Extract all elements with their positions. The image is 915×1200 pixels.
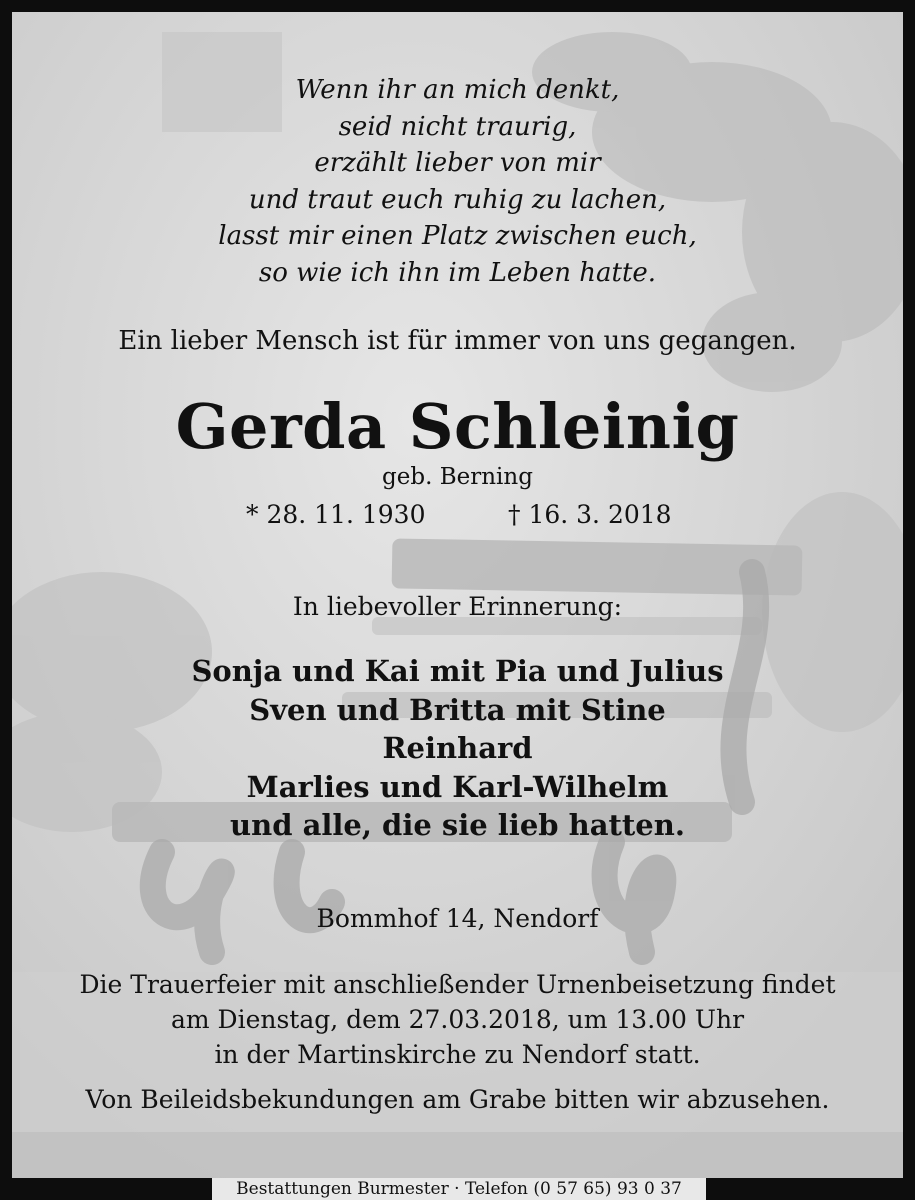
mourner-line: Sven und Britta mit Stine [249, 692, 666, 727]
poem [12, 72, 903, 291]
poem-line: lasst mir einen Platz zwischen euch, [218, 221, 697, 251]
memory-intro: In liebevoller Erinnerung: [292, 592, 623, 621]
poem-line: so wie ich ihn im Leben hatte. [258, 257, 657, 288]
mourner-line: Sonja und Kai mit Pia und Julius [191, 654, 724, 688]
mourner-line: und alle, die sie lieb hatten. [230, 808, 685, 842]
address: Bommhof 14, Nendorf [316, 904, 599, 933]
poem-line: Wenn ihr an mich denkt, [295, 75, 620, 105]
mourners-list [12, 652, 903, 845]
birth-date: * 28. 11. 1930 [246, 500, 426, 529]
service-line: Die Trauerfeier mit anschließender Urnenbeisetzung findet [79, 970, 836, 999]
funeral-service-info [12, 967, 903, 1072]
funeral-home-footer: Bestattungen Burmester · Telefon (0 57 65) 93 0 37 [212, 1178, 706, 1200]
deceased-name: Gerda Schleinig [175, 390, 740, 463]
birth-name: geb. Berning [382, 464, 533, 490]
obituary-sheet [12, 12, 903, 1178]
poem-line: seid nicht traurig, [338, 111, 577, 142]
poem-line: und traut euch ruhig zu lachen, [248, 184, 667, 215]
service-line: in der Martinskirche zu Nendorf statt. [214, 1040, 701, 1069]
poem-line: erzählt lieber von mir [314, 148, 601, 178]
mourner-line: Marlies und Karl-Wilhelm [246, 769, 669, 804]
condolence-note: Von Beileidsbekundungen am Grabe bitten wir abzusehen. [85, 1085, 830, 1114]
intro-text: Ein lieber Mensch ist für immer von uns gegangen. [118, 326, 797, 356]
death-date: † 16. 3. 2018 [508, 500, 672, 529]
service-line: am Dienstag, dem 27.03.2018, um 13.00 Uhr [170, 1005, 745, 1034]
mourner-line: Reinhard [382, 731, 533, 765]
